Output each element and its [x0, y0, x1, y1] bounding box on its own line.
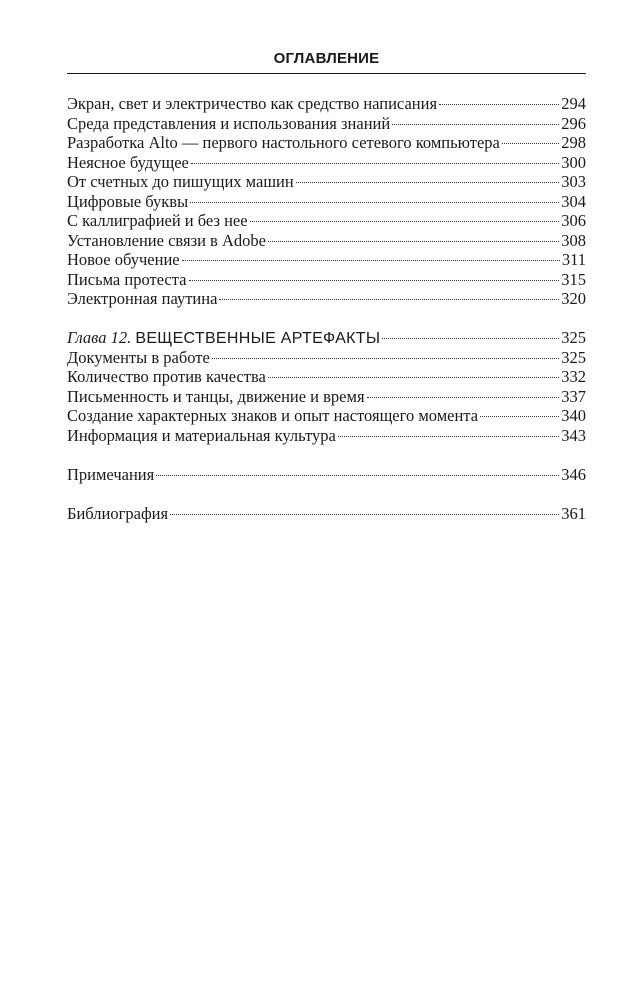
toc-entry-title: Среда представления и использования знаний [67, 113, 391, 133]
toc-entry-page: 340 [561, 406, 586, 425]
toc-entry[interactable] [67, 192, 586, 212]
toc-entry-title: Информация и материальная культура [67, 425, 336, 445]
dot-leader [156, 475, 559, 476]
running-head: ОГЛАВЛЕНИЕ [273, 50, 380, 67]
dot-leader [367, 397, 560, 398]
dot-leader [268, 241, 559, 242]
toc-entry-page: 300 [561, 152, 586, 172]
toc-entry-page: 315 [561, 269, 586, 289]
toc-entry-title: Письменность и танцы, движение и время [67, 386, 365, 406]
toc-entry-title: Количество против качества [67, 367, 266, 386]
toc-entry[interactable] [67, 270, 586, 290]
toc-entry-page: 303 [561, 172, 586, 191]
toc-entry[interactable] [67, 367, 586, 387]
toc-entry-page: 306 [561, 211, 586, 230]
toc-chapter-group [67, 328, 586, 445]
toc-bibliography-group [67, 504, 586, 524]
toc-entry-title: Создание характерных знаков и опыт настоящего момента [67, 406, 479, 425]
toc-entry-notes[interactable] [67, 465, 586, 485]
toc-entry-bibliography[interactable] [67, 504, 586, 524]
toc-entry-page: 325 [561, 347, 586, 367]
toc-entry[interactable] [67, 406, 586, 426]
dot-leader [250, 221, 560, 222]
chapter-name: ВЕЩЕСТВЕННЫЕ АРТЕФАКТЫ [135, 330, 381, 347]
chapter-page: 325 [561, 328, 586, 347]
toc-entry-page: 332 [561, 367, 586, 386]
toc-entry-title: Цифровые буквы [67, 191, 189, 211]
dot-leader [268, 377, 559, 378]
dot-leader [191, 163, 559, 164]
toc-entry[interactable] [67, 289, 586, 309]
toc-notes-group [67, 465, 586, 485]
toc-entry-title: С каллиграфией и без нее [67, 211, 248, 230]
dot-leader [219, 299, 559, 300]
dot-leader [296, 182, 560, 183]
dot-leader [439, 104, 559, 105]
toc-entry-title: Новое обучение [67, 250, 180, 269]
toc-entry[interactable] [67, 114, 586, 134]
toc-entry-page: 298 [561, 133, 586, 152]
toc-entry-title: Библиография [67, 503, 169, 523]
toc-entry-title: Установление связи в Adobe [67, 230, 266, 250]
toc-entry-page: 304 [561, 191, 586, 211]
toc-entry-title: Неясное будущее [67, 152, 189, 172]
toc-entry-title: Экран, свет и электричество как средство написания [67, 94, 438, 113]
dot-leader [382, 338, 559, 339]
toc-entry-title: Электронная паутина [67, 289, 218, 308]
toc-entry-page: 343 [561, 425, 586, 445]
toc-entry-page: 308 [561, 230, 586, 250]
dot-leader [392, 124, 559, 125]
toc-entry-page: 337 [561, 386, 586, 406]
toc-entry-title: Документы в работе [67, 347, 210, 367]
toc-entry[interactable] [67, 133, 586, 153]
toc-entry-page: 294 [561, 94, 586, 113]
toc-entry[interactable] [67, 348, 586, 368]
toc-entry[interactable] [67, 94, 586, 114]
header-rule [67, 73, 586, 74]
toc-entry[interactable] [67, 426, 586, 446]
toc-section-group [67, 94, 586, 309]
chapter-prefix: Глава 12. [67, 328, 132, 347]
dot-leader [190, 202, 559, 203]
dot-leader [502, 143, 559, 144]
toc-entry-page: 346 [561, 464, 586, 484]
dot-leader [338, 436, 559, 437]
toc-entry[interactable] [67, 172, 586, 192]
toc-entry-title: Разработка Alto — первого настольного сетевого компьютера [67, 133, 500, 152]
dot-leader [480, 416, 559, 417]
toc-chapter-heading[interactable] [67, 328, 586, 348]
toc-entry-page: 361 [561, 503, 586, 523]
dot-leader [170, 514, 559, 515]
toc-entry-page: 320 [561, 289, 586, 308]
toc-entry-page: 311 [561, 250, 586, 269]
dot-leader [212, 358, 559, 359]
toc-entry[interactable] [67, 153, 586, 173]
toc-entry-page: 296 [561, 113, 586, 133]
toc-entry[interactable] [67, 231, 586, 251]
chapter-title [67, 328, 380, 349]
dot-leader [189, 280, 560, 281]
toc-entry[interactable] [67, 250, 586, 270]
dot-leader [182, 260, 560, 261]
toc-entry[interactable] [67, 211, 586, 231]
toc-entry-title: От счетных до пишущих машин [67, 172, 294, 191]
toc-entry-title: Письма протеста [67, 269, 187, 289]
toc-entry-title: Примечания [67, 464, 155, 484]
table-of-contents [67, 94, 586, 523]
toc-entry[interactable] [67, 387, 586, 407]
